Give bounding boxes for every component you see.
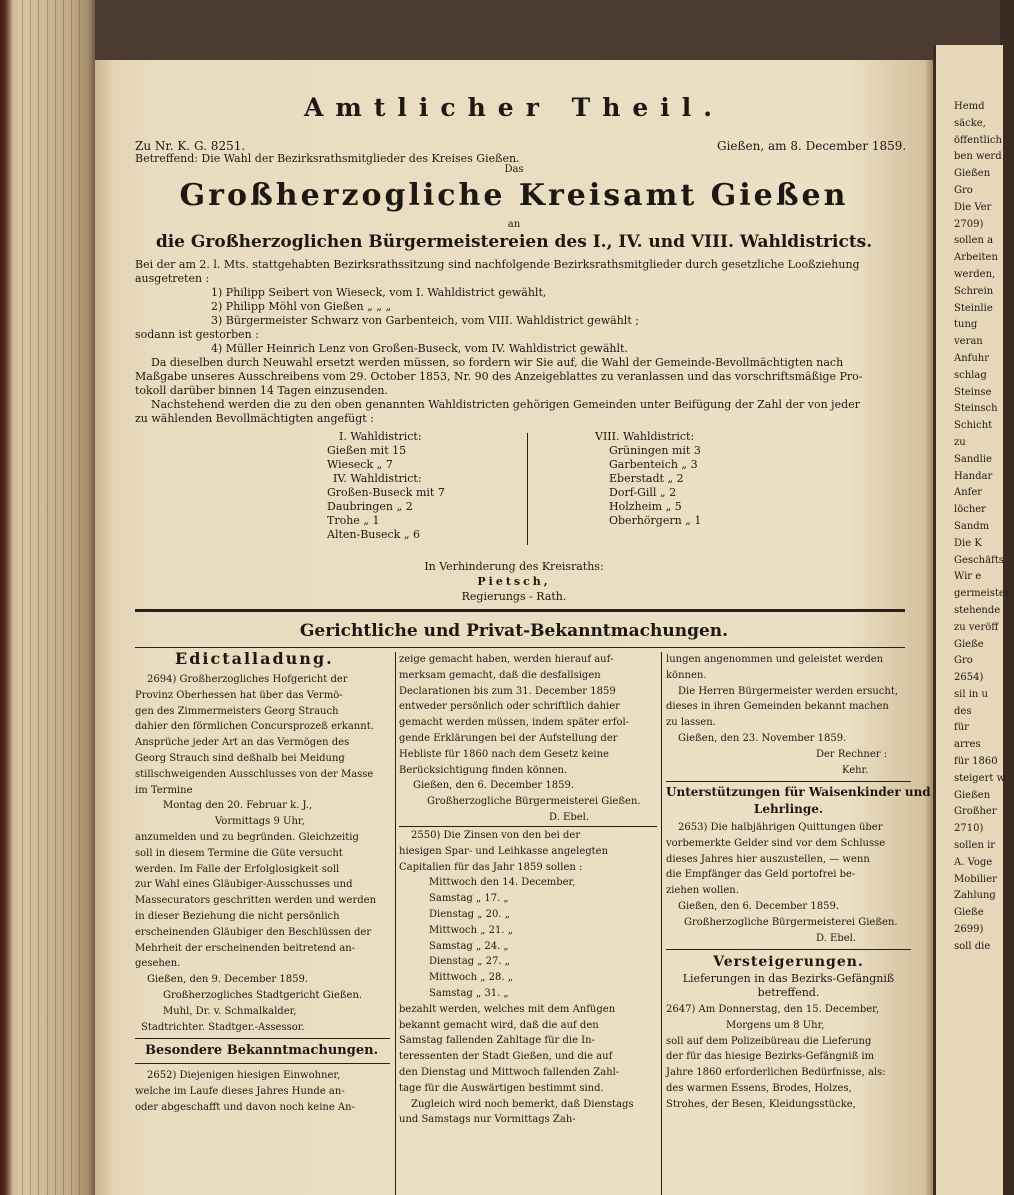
adjacent-page-line: Die K: [954, 537, 982, 549]
adjacent-page-line: soll die: [954, 940, 991, 952]
section-title: Gerichtliche und Privat-Bekanntmachungen.: [299, 621, 729, 641]
adjacent-page: [933, 45, 1010, 1195]
district-list-left: I. Wahldistrict: Gießen mit 15 Wieseck „ 7 IV. Wahldistrict: Großen-Buseck mit 7 Daubringen „ 2 Trohe „ 1 Alten-Buseck „ 6: [327, 430, 445, 541]
notice-line: ausgetreten :: [135, 272, 210, 285]
das-label: Das: [504, 164, 524, 175]
adjacent-page-line: Arbeiten: [954, 252, 998, 264]
adjacent-page-line: Gro: [954, 655, 973, 667]
col3-heading: Unterstützungen für Waisenkinder und: [666, 785, 931, 799]
adjacent-page-line: schlag: [954, 369, 987, 381]
adjacent-page-line: arres: [954, 739, 981, 751]
adjacent-page-line: Gießen: [954, 168, 991, 180]
adjacent-page-line: sollen ir: [954, 840, 996, 852]
issue-date: Gießen, am 8. December 1859.: [717, 139, 907, 153]
adjacent-page-line: Gießen: [954, 789, 991, 801]
adjacent-page-line: für 1860: [954, 756, 998, 768]
notice-line: zu wählenden Bevollmächtigten angefügt :: [135, 412, 374, 425]
addressee-subtitle: die Großherzoglichen Bürgermeistereien des I., IV. und VIII. Wahldistricts.: [155, 232, 873, 252]
column-divider: [395, 652, 396, 1195]
adjacent-page-line: Großher: [954, 806, 997, 818]
adjacent-page-line: tung: [954, 319, 978, 331]
column-2: zeige gemacht haben, werden hierauf auf- merksam gemacht, daß die desfallsigen Declarationen bis zum 31. December 1859 entweder persönlich oder schriftlich dahier gemacht werden müssen, indem später erfol- gende Erklärungen bei der Aufstellung der Hebliste für 1860 nach dem Gesetz keine Berücksichtigung finden können. Gießen, den 6. December 1859. Großherzogliche Bürgermeisterei Gießen. D. Ebel.: [399, 654, 641, 823]
signoff-title: Regierungs - Rath.: [461, 590, 567, 603]
adjacent-page-line: Gieße: [954, 638, 984, 650]
adjacent-page-line: zu: [954, 436, 966, 448]
notice-line: Da dieselben durch Neuwahl ersetzt werden müssen, so fordern wir Sie auf, die Wahl der Gemeinde-Bevollmächtigten nach: [151, 356, 844, 369]
authority-title: Großherzogliche Kreisamt Gießen: [179, 178, 849, 213]
notice-line: Maßgabe unseres Ausschreibens vom 29. October 1853, Nr. 90 des Anzeigeblattes zu veranlassen und das vorschriftsmäßige Pro-: [135, 370, 863, 383]
adjacent-page-line: Schrein: [954, 285, 994, 297]
col3-heading-b: Lehrlinge.: [753, 802, 824, 816]
col3-rule: [666, 781, 911, 782]
adjacent-page-line: Sandlie: [954, 453, 992, 465]
col2-rule: [399, 826, 657, 827]
column-3: lungen angenommen und geleistet werden können. Die Herren Bürgermeister werden ersucht, dieses in ihren Gemeinden bekannt machen zu lassen. Gießen, den 23. November 1859. Der Rechner : Kehr.: [666, 654, 899, 776]
adjacent-page-line: 2699): [954, 924, 984, 936]
col3-sub: Lieferungen in das Bezirks-Gefängniß: [682, 972, 895, 985]
notice-line: 4) Müller Heinrich Lenz von Großen-Buseck, vom IV. Wahldistrict gewählt.: [211, 342, 628, 355]
adjacent-page-line: Gieße: [954, 907, 984, 919]
adjacent-page-line: steigert w: [954, 772, 1006, 784]
notice-line: sodann ist gestorben :: [135, 328, 259, 341]
adjacent-page-line: 2710): [954, 823, 984, 835]
adjacent-page-line: säcke,: [954, 117, 986, 129]
section-rule: [135, 609, 905, 612]
adjacent-page-line: 2654): [954, 672, 984, 684]
adjacent-page-line: sollen a: [954, 235, 994, 247]
scan-background: [0, 0, 1000, 60]
adjacent-page-line: Geschäfts: [954, 554, 1004, 566]
notice-line: 2) Philipp Möhl von Gießen „ „ „: [211, 300, 392, 313]
column-1: 2694) Großherzogliches Hofgericht der Provinz Oberhessen hat über das Vermö- gen des Zimmermeisters Georg Strauch dahier den förmlichen Concursprozeß erkannt. Ansprüche jeder Art an das Vermögen des Georg Strauch sind deßhalb bei Meidung stillschweigenden Ausschlusses von der Masse im Termine Montag den 20. Februar k. J., Vormittags 9 Uhr, anzumelden und zu begründen. Gleichzeitig soll in diesem Termine die Güte versucht werden. Im Falle der Erfolglosigkeit soll zur Wahl eines Gläubiger-Ausschusses und Massecurators geschritten werden und werden in dieser Beziehung die nicht persönlich erscheinenden Gläubiger den Beschlüssen der Mehrheit der erscheinenden beitretend an- gesehen. Gießen, den 9. December 1859. Großherzogliches Stadtgericht Gießen. Muhl, Dr. v. Schmalkalder, Stadtrichter. Stadtger.-Assessor.: [135, 674, 377, 1033]
col1-rule: [135, 1063, 390, 1064]
column-divider: [661, 652, 662, 1195]
adjacent-page-line: A. Voge: [954, 856, 993, 868]
column-3-lower: 2647) Am Donnerstag, den 15. December, Morgens um 8 Uhr, soll auf dem Polizeibüreau die Lieferung der für das hiesige Bezirks-Gefängniß im Jahre 1860 erforderlichen Bedürfnisse, als: des warmen Essens, Brodes, Holzes, Strohes, der Besen, Kleidungsstücke,: [666, 1004, 886, 1110]
col1-heading: Edictalladung.: [175, 649, 334, 668]
notice-line: 3) Bürgermeister Schwarz von Garbenteich, vom VIII. Wahldistrict gewählt ;: [211, 314, 639, 327]
adjacent-page-line: Anfer: [954, 487, 983, 499]
adjacent-page-line: ben werd: [954, 151, 1002, 163]
adjacent-page-line: 2709): [954, 218, 984, 230]
section-rule-thin: [135, 647, 905, 648]
book-spine: [0, 0, 95, 1195]
reference-number: Zu Nr. K. G. 8251.: [135, 139, 246, 153]
adjacent-page-line: Sandm: [954, 520, 990, 532]
col1-heading2: Besondere Bekanntmachungen.: [145, 1043, 379, 1058]
col3-sub-b: betreffend.: [757, 986, 820, 999]
notice-line: tokoll darüber binnen 14 Tagen einzusenden.: [135, 384, 388, 397]
adjacent-page-line: Hemd: [954, 101, 985, 112]
column-3-middle: 2653) Die halbjährigen Quittungen über vorbemerkte Gelder sind vor dem Schlusse dieses Jahres hier auszustellen, — wenn die Empfänger das Geld portofrei be- ziehen wollen. Gießen, den 6. December 1859. Großherzogliche Bürgermeisterei Gießen. D. Ebel.: [666, 822, 898, 944]
district-list-right: VIII. Wahldistrict: Grüningen mit 3 Garbenteich „ 3 Eberstadt „ 2 Dorf-Gill „ 2 Holzheim „ 5 Oberhörgern „ 1: [595, 430, 702, 527]
adjacent-page-line: germeister: [954, 588, 1010, 600]
signoff-name: Pietsch,: [477, 575, 551, 588]
adjacent-page-line: des: [954, 705, 972, 717]
adjacent-page-line: Die Ver: [954, 201, 992, 213]
adjacent-page-line: Steinse: [954, 386, 992, 398]
adjacent-page-line: werden,: [954, 268, 996, 280]
adjacent-page-line: löcher: [954, 504, 986, 516]
newspaper-page: [95, 60, 933, 1195]
adjacent-page-line: stehende: [954, 604, 1001, 616]
adjacent-page-line: Steinlie: [954, 302, 993, 314]
adjacent-page-line: für: [954, 722, 969, 734]
adjacent-page-line: öffentlich: [954, 134, 1002, 146]
list-divider: [527, 433, 528, 545]
col3-rule: [666, 949, 911, 950]
adjacent-page-line: Anfuhr: [954, 352, 990, 364]
signoff-line: In Verhinderung des Kreisraths:: [424, 560, 604, 573]
adjacent-page-line: Schicht: [954, 420, 993, 432]
adjacent-page-line: Mobilier: [954, 873, 997, 885]
adjacent-page-line: sil in u: [954, 688, 988, 700]
adjacent-page-line: Handar: [954, 470, 993, 482]
adjacent-page-line: veran: [954, 336, 983, 348]
column-2-lower: 2550) Die Zinsen von den bei der hiesigen Spar- und Leihkasse angelegten Capitalien für das Jahr 1859 sollen : Mittwoch den 14. December, Samstag „ 17. „ Dienstag „ 20. „ Mittwoch „ 21. „ Samstag „ 24. „ Dienstag „ 27. „ Mittwoch „ 28. „ Samstag „ 31. „ bezahlt werden, welches mit dem Anfügen bekannt gemacht wird, daß die auf den Samstag fallenden Zahltage für die In- teressenten der Stadt Gießen, und die auf den Dienstag und Mittwoch fallenden Zahl- tage für die Auswärtigen bestimmt sind. Zugleich wird noch bemerkt, daß Dienstags und Samstags nur Vormittags Zah-: [399, 830, 634, 1126]
adjacent-page-text: [954, 99, 1014, 956]
adjacent-page-line: Wir e: [954, 571, 982, 583]
notice-line: 1) Philipp Seibert von Wieseck, vom I. Wahldistrict gewählt,: [211, 286, 547, 299]
column-1-lower: 2652) Diejenigen hiesigen Einwohner, welche im Laufe dieses Jahres Hunde an- oder abgeschafft und davon noch keine An-: [135, 1070, 355, 1113]
col1-rule: [135, 1038, 390, 1039]
page-title: Amtlicher Theil.: [304, 93, 724, 122]
an-label: an: [507, 219, 521, 230]
notice-line: Bei der am 2. l. Mts. stattgehabten Bezirksrathssitzung sind nachfolgende Bezirksrathsmitglieder durch gesetzliche Looßziehung: [135, 258, 860, 271]
col3-heading2: Versteigerungen.: [713, 954, 864, 970]
subject-line: Betreffend: Die Wahl der Bezirksrathsmitglieder des Kreises Gießen.: [135, 152, 520, 165]
adjacent-page-line: zu veröff: [954, 621, 999, 633]
adjacent-page-line: Steinsch: [954, 403, 998, 415]
adjacent-page-line: Gro: [954, 184, 973, 196]
notice-body: [135, 258, 915, 426]
notice-line: Nachstehend werden die zu den oben genannten Wahldistricten gehörigen Gemeinden unter Beifügung der Zahl der von jeder: [151, 398, 860, 411]
adjacent-page-line: Zahlung: [954, 890, 996, 902]
